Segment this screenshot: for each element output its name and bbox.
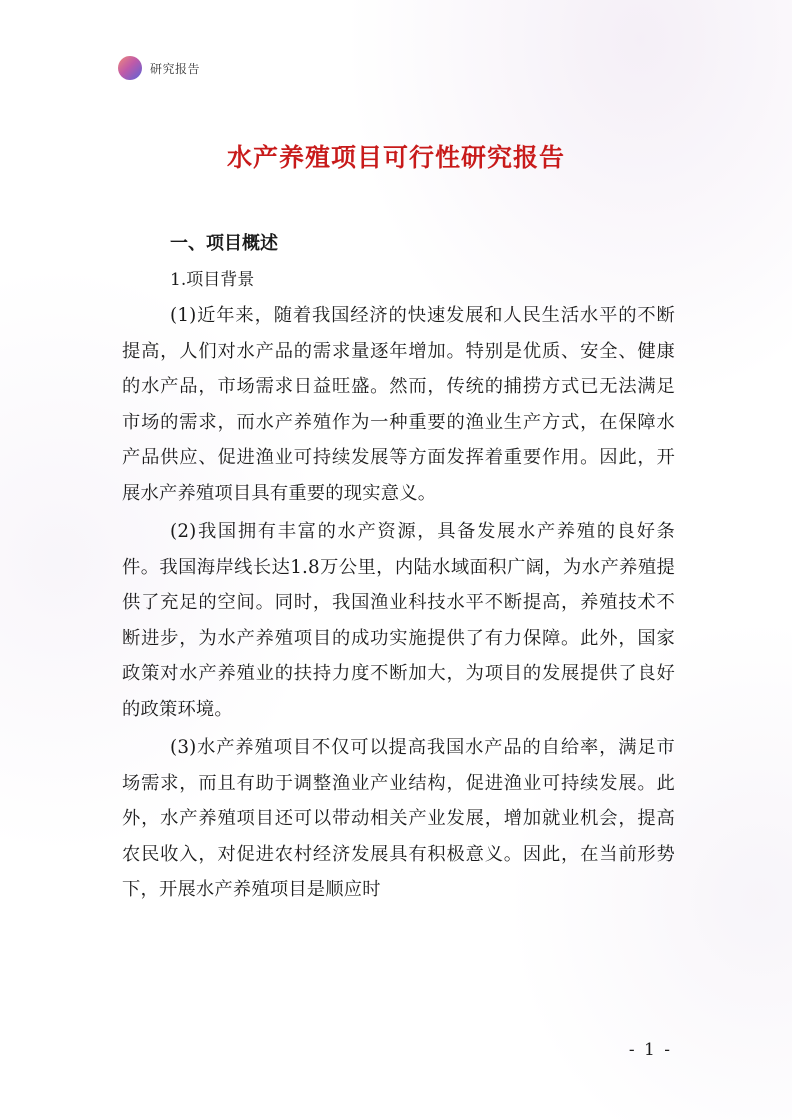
document-body	[122, 226, 675, 911]
paragraph-2: (2)我国拥有丰富的水产资源，具备发展水产养殖的良好条件。我国海岸线长达1.8万公里，内陆水域面积广阔，为水产养殖提供了充足的空间。同时，我国渔业科技水平不断提高，养殖技术不断进步，为水产养殖项目的成功实施提供了有力保障。此外，国家政策对水产养殖业的扶持力度不断加大，为项目的发展提供了良好的政策环境。	[122, 521, 675, 720]
subsection-heading: 1.项目背景	[170, 270, 255, 290]
paragraph-3: (3)水产养殖项目不仅可以提高我国水产品的自给率，满足市场需求，而且有助于调整渔业产业结构，促进渔业可持续发展。此外，水产养殖项目还可以带动相关产业发展，增加就业机会，提高农民收入，对促进农村经济发展具有积极意义。因此，在当前形势下，开展水产养殖项目是顺应时	[122, 737, 675, 900]
page-header	[118, 55, 200, 81]
section-heading: 一、项目概述	[170, 233, 278, 254]
brand-logo-icon	[118, 56, 142, 80]
paragraph-1: (1)近年来，随着我国经济的快速发展和人民生活水平的不断提高，人们对水产品的需求量逐年增加。特别是优质、安全、健康的水产品，市场需求日益旺盛。然而，传统的捕捞方式已无法满足市场的需求，而水产养殖作为一种重要的渔业生产方式，在保障水产品供应、促进渔业可持续发展等方面发挥着重要作用。因此，开展水产养殖项目具有重要的现实意义。	[122, 305, 675, 504]
header-label: 研究报告	[150, 61, 201, 76]
document-title: 水产养殖项目可行性研究报告	[226, 143, 565, 172]
page-number: - 1 -	[628, 1040, 672, 1060]
